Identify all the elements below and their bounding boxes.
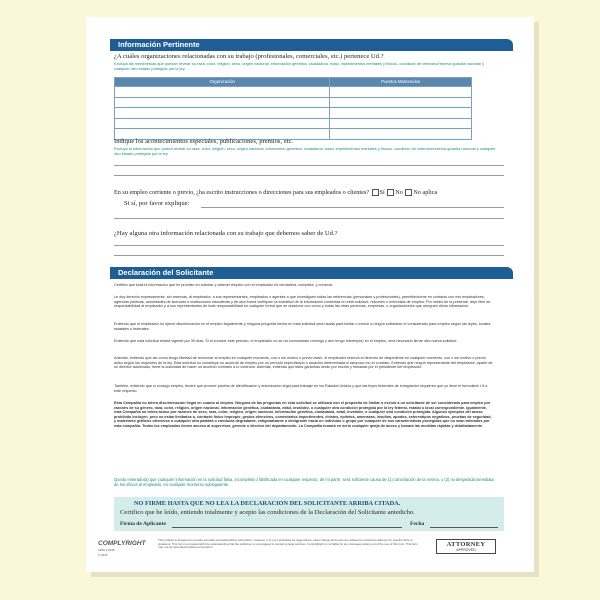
declaration-paragraph: Además, entiendo que así como tengo libertad de renunciar al empleo en cualquier momento, con o sin motivo o previo aviso, el empleador reserva el derecho de despedirme en cualquier momento, con o sin motivo o previo aviso según los requisitos de la ley. Esta solicitud no constituye un acuerdo de empleo por un período especificado o duración determinada ni tampoco es un contrato. Entiendo que ningún representante del empleador, aparte de un director autorizado, tiene la autoridad de hacer un acuerdo contrario a lo contrario. Además, entiendo que tales garantías serán por escrito y firmadas por el presidente del empleador. xyxy=(114,356,493,370)
legal-notice: This product is designed to provide accurate and authoritative information. However, it is not a substitute for legal advice. Laws change and users are advised to consult an attorney for specific facts or situations. This form is provided with the understanding that the publisher is not engaged in rendering legal services. ComplyRight is not liable for any damages arising out of the use of this form. This form may not be reproduced without permission. xyxy=(158,538,418,550)
label-no: No xyxy=(395,189,403,196)
section-header-informacion-pertinente xyxy=(110,39,513,51)
organizations-note: Excluya las membresías que puedan revelar su raza, color, religión, sexo, origen nacional, información genética, ciudadanía, edad, impedimentos mentales y físicos, condición de veterano/reserva guardia nacional y cualquier otro estado protegido por la ley. xyxy=(114,61,485,71)
checkbox-si[interactable] xyxy=(372,189,379,196)
organization-cell[interactable] xyxy=(115,87,330,97)
checkbox-no-aplica[interactable] xyxy=(405,189,412,196)
position-cell[interactable] xyxy=(330,98,471,108)
position-cell[interactable] xyxy=(330,129,471,139)
answer-line[interactable] xyxy=(114,245,504,246)
question-organizations: ¿A cuáles organizaciones relacionadas con su trabajo (profesionales, comerciales, etc.) pertenece Ud.? xyxy=(114,53,384,60)
section-title: Declaración del Solicitante xyxy=(118,268,214,277)
certify-statement: Certifico que he leído, entiendo totalmente y acepto las condiciones de la Declaración del Solicitante antedicho. xyxy=(120,509,415,516)
date-line[interactable] xyxy=(430,527,498,528)
question-events: Indique los acontecimientos especiales, publicaciones, premios, etc. xyxy=(114,138,294,145)
no-sign-warning: NO FIRME HASTA QUE NO LEA LA DECLARACION DEL SOLICITANTE ARRIBA CITADA. xyxy=(134,500,401,507)
explain-line[interactable] xyxy=(201,207,504,208)
attorney-approved-badge xyxy=(436,539,496,554)
header-organizacion: Organización xyxy=(115,78,330,86)
declaration-paragraph: Entiendo que esta solicitud estará vigente por 30 días. Si al concluir este período, el empleador no se ha comunicado conmigo y aún tengo interés(es) en el empleo, será necesario llenar otra nueva solicitud. xyxy=(114,339,458,343)
declaration-paragraph: También, entiendo que si consigo empleo, tendré que proveer prueba de identificación y autorización legal para trabajar en los Estados Unidos y que las leyes federales de inmigración requieren que yo llene el formulario I-9 a este respecto. xyxy=(114,384,488,393)
date-label: Fecha xyxy=(410,521,425,527)
signature-line[interactable] xyxy=(172,527,402,528)
answer-line[interactable] xyxy=(114,255,504,256)
organization-cell[interactable] xyxy=(115,98,330,108)
position-cell[interactable] xyxy=(330,108,471,118)
table-row xyxy=(115,97,471,108)
form-code: A180-2 2015 xyxy=(98,548,115,552)
section-title: Información Pertinente xyxy=(118,40,200,49)
table-row xyxy=(115,128,471,139)
table-row xyxy=(115,86,471,97)
checkbox-no[interactable] xyxy=(387,189,394,196)
application-form-page xyxy=(86,17,534,572)
table-row xyxy=(115,107,471,118)
declaration-paragraph: Certifico que toda la información que he provisto en solicitar y obtener empleo con el empleador es verdadera, completa, y correcta. xyxy=(114,283,334,287)
question-other-info: ¿Hay alguna otra información relacionada con su trabajo que debemos saber de Ud.? xyxy=(114,230,338,237)
falsification-warning: Quedo enterado(a) que cualquier información en la solicitud falsa, incompleta o falsificada en cualquier respecto, de mi parte, será suficiente causa de (1) cancelación de la misma, o (2) mi despedida inmediata de los oficios al empleado, en cualquier momento subsiguiente. xyxy=(114,477,494,487)
signature-label: Firma de Aplicante xyxy=(120,521,166,527)
label-si: Sí xyxy=(379,189,385,196)
position-cell[interactable] xyxy=(330,87,471,97)
declaration-paragraph: Le doy derecho expresamente, sin reservas, al empleador, a sus representantes, empleados o agentes a que investiguen todas las referencias (personales y profesionales), permitiéndome en contacto con mis empleadores, agencias públicas, autoridades de licencias e instituciones educativas y de otra forma verifiquen la exactitud de la información contenida en esta solicitud, resumen o entrevista de empleo. Por medio de la presente, dejo libre de responsabilidad al empleador y a sus representantes de toda responsabilidad en cualquier forma que se relacione con cómo y todas las otras personas, empresas, u organizaciones que otorguen dicha información. xyxy=(114,295,491,309)
attorney-label: ATTORNEY xyxy=(446,541,486,548)
answer-line[interactable] xyxy=(114,165,504,166)
approved-label: APPROVED xyxy=(456,548,476,552)
events-note: Excluya la información que podría revelar su raza, color, religión, sexo, origen nacional, información genética, ciudadanía, edad, impedimentos mentales y físicos, condición de veterano/reserva guardia nacional y cualquier otro estado protegido por la ley. xyxy=(114,146,496,156)
complyright-logo: COMPLYRIGHT xyxy=(98,540,146,547)
question-instructions xyxy=(114,189,437,197)
copyright: © 2015 xyxy=(98,553,108,557)
label-no-aplica: No aplica xyxy=(413,189,438,196)
answer-line[interactable] xyxy=(114,218,504,219)
explain-label: Si sí, por favor explique: xyxy=(124,200,190,207)
declaration-paragraph: Entiendo que el empleador no ejerce discriminación en el empleo ilegalmente y ninguna pregunta hecha en esta solicitud será usada para limitar o excluir a ningún solicitante el considerado para empleo según las leyes, locales estatales o federales. xyxy=(114,322,491,331)
table-row xyxy=(115,118,471,129)
table-header xyxy=(115,78,471,86)
header-puestos: Puestos Mantenidos xyxy=(381,79,421,84)
question-instructions-text: En su empleo corriente o previo, ¿ha escrito instrucciones o direcciones para sus empleados o clientes? xyxy=(114,189,369,196)
position-cell[interactable] xyxy=(330,119,471,129)
declaration-paragraph-policy: Esta Compañía no tolera discriminación ilegal en cuanto al empleo. Ninguna de las preguntas en esta solicitud se utilizará con el propósito de limitar o excluir a un solicitante de ser considerado para empleo por razones de su género, raza, color, religión, origen nacional, información genética, ciudadanía, edad, invalidez, o cualquier otra condición protegida por la ley federal, estatal o local correspondiente. Igualmente, esta Compañía no tolera acoso por razones de sexo, raza, color, religión, origen nacional, información genética, ciudadanía, edad, invalidez, o cualquier otra condición protegida. Algunos ejemplos del acoso prohibido incluyen, pero no están limitados a, contacto físico impropio, gestos ofensivos, comentarios impertinentes, chistes, epítetos, amenazas, insultos, apodos, estereotipos negativos, pruebas de seguridad, y materiales gráficos ofensivos o cualquier otra palabra o conducta degradante, estigmatizante o denigrante hacia un individuo o grupo por cualquier de sus características protegidas que no sean tolerados por esta compañía. Todos los empleados tienen acceso al supervisor, gerente o director del departamento. La Compañía tomará en serio cualquier queja de acoso y tomará las medidas rápidas y detalladamente. xyxy=(114,401,492,428)
signature-box xyxy=(114,497,504,531)
answer-line[interactable] xyxy=(114,175,504,176)
organizations-table xyxy=(114,77,472,140)
organization-cell[interactable] xyxy=(115,119,330,129)
organization-cell[interactable] xyxy=(115,108,330,118)
section-header-declaracion xyxy=(110,267,513,279)
